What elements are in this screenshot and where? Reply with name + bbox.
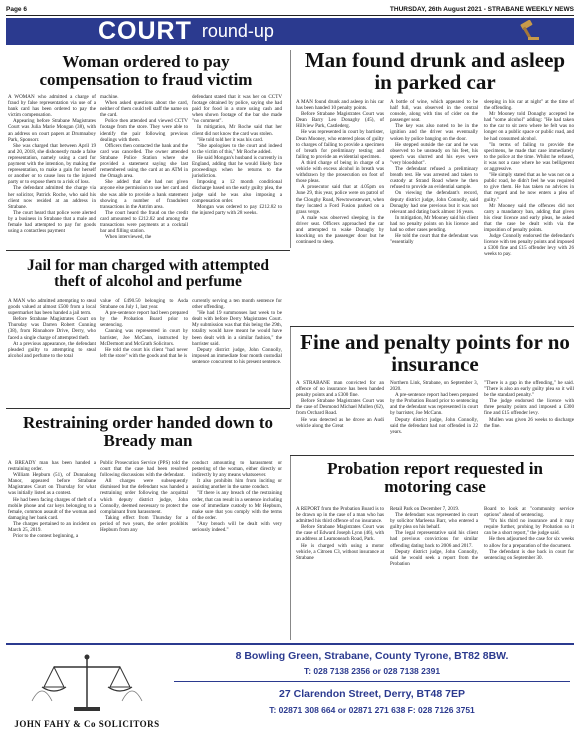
- article-probation-col-2: [390, 506, 478, 567]
- article-paragraph: Mr Mooney told Donaghy accepted he had "some alcohol" adding: "He had taken to the car to sit zero where he felt was no longer on a public space or public road, and he had consumed alcohol.: [484, 111, 574, 142]
- firm-name: JOHN FAHY & Co SOLICITORS: [14, 719, 160, 729]
- article-paragraph: "Any breach will be dealt with very seriously indeed.": [192, 520, 282, 534]
- article-drunk-col-3: [484, 99, 574, 257]
- advert-divider: [174, 681, 570, 682]
- headline-insurance: Fine and penalty points for no insurance: [300, 330, 570, 377]
- article-paragraph: A pre-sentence report had been prepared by the Probation Board prior to sentencing and the defendant was represented in court by barrister, Joe McCann.: [390, 392, 478, 417]
- article-paragraph: It also prohibits him from inciting or assisting another in the same conduct.: [192, 478, 282, 491]
- article-paragraph: Mr Mooney said the offences did not carry a mandatory ban, adding that given his clear licence and early pleas, he asked that the case be dealt with via the imposition of penalty points.: [484, 202, 574, 233]
- article-paragraph: Before Strabane Magistrates Court was the case of Edward Joseph Lynn (46), with an address at Leamoneach Road, Park.: [296, 524, 384, 543]
- article-paragraph: Canning was represented in court by barrister, Joe McCann, instructed by McDermott and McGrath Solicitors.: [100, 328, 188, 347]
- article-paragraph: He had been facing charges of theft of a mobile phone and car keys belonging to a female, common assault of the woman and damaging her bank card.: [8, 496, 96, 521]
- article-restraining-col-2: [100, 460, 188, 533]
- article-paragraph: She was charged that between April 19 and 20, 2018, she dishonestly made a false representation, namely using a card for payment with the intention, by making the representation, to make a gain for herself or another or to cause loss to the injured party or to expose them to a risk of loss.: [8, 142, 96, 186]
- article-jail-col-2: [100, 298, 188, 359]
- article-paragraph: The defendant was represented in court by solicitor Marleena Barr, who entered a guilty plea on his behalf.: [390, 512, 478, 531]
- article-paragraph: sleeping in his car at night" at the time of the offending.: [484, 99, 574, 112]
- headline-probation: Probation report requested in motoring case: [327, 459, 543, 496]
- article-paragraph: Mongan was ordered to pay £212.82 to the injured party with 28 weeks.: [192, 203, 282, 216]
- article-paragraph: "It's his third no insurance and it may require further, probing by Probation so it can be a short report," the judge said.: [484, 518, 574, 537]
- article-paragraph: Before Strabane Magistrates Court was Dean Barry Leo Donaghy (45), of Hillview Park, Castlederg.: [296, 111, 384, 130]
- article-paragraph: A third charge of being in charge of a vehicle with excess alcohol in breath was withdrawn by the prosecution on foot of those pleas.: [296, 159, 384, 185]
- article-paragraph: defendant stated that it was her on CCTV footage obtained by police, saying she had paid for food in a store using cash and when shown footage of the bar she made "no comment".: [192, 94, 282, 125]
- article-fraud-col-1: [8, 94, 96, 234]
- article-paragraph: Deputy district judge, John Connolly, said he would seek a report from the Probation: [390, 548, 478, 567]
- article-paragraph: "There is a gap in the offending," he said. "There is also an early guilty plea so it will be the standard penalty.": [484, 380, 574, 399]
- banner-subtitle: round-up: [201, 21, 274, 41]
- article-paragraph: He told the court his client "had never left the store" with the goods and that he is: [100, 346, 188, 359]
- article-paragraph: "She apologises to the court and indeed to the victim of this," Mr Roche added.: [192, 142, 282, 155]
- article-paragraph: At a previous appearance, the defendant pleaded guilty to attempting to steal alcohol and perfume to the total: [8, 340, 96, 359]
- article-paragraph: The charges pertained to an incident on March 25, 2019.: [8, 520, 96, 534]
- vertical-divider: [290, 326, 291, 408]
- article-drunk-col-2: [390, 99, 478, 245]
- article-paragraph: The defendant admitted the charge via her solicitor, Patrick Roche, who said his client now resided at an address in Strabane.: [8, 185, 96, 210]
- article-paragraph: Before Strabane Magistrates Court was the case of Desmond Michael Mullen (62), from Orchard Road.: [296, 398, 384, 417]
- article-paragraph: "In terms of failing to provide the specimens, he made that case immediately to the police at the time. Whilst he refused, it was not a case where he was belligerent or aggressive.: [484, 141, 574, 173]
- gavel-icon: [516, 20, 540, 42]
- headline-drunk: Man found drunk and asleep in parked car: [304, 48, 566, 95]
- article-paragraph: The court heard that police were alerted by a business in Strabane that a male and female had attempted to pay for goods using a contactless payment: [8, 209, 96, 235]
- article-paragraph: Police then attended and viewed CCTV footage from the store. They were able to identify the pair following previous dealings with them.: [100, 118, 188, 143]
- article-paragraph: Prior to the contest beginning, a: [13, 533, 79, 540]
- article-paragraph: The defendant is due back in court for sentencing on September 30.: [484, 548, 574, 561]
- article-jail-col-3: [192, 298, 282, 365]
- article-paragraph: A MAN found drunk and asleep in his car has been handed 10 penalty points.: [296, 99, 384, 112]
- article-paragraph: She added that she had not given anyone else permission to use her card and she was able to provide a bank statement showing a number of fraudulent transactions in the Antrim area.: [100, 179, 188, 210]
- address-derry: 27 Clarendon Street, Derry, BT48 7EP: [279, 688, 465, 700]
- article-paragraph: machine.: [100, 94, 119, 100]
- article-paragraph: A bottle of wine, which appeared to be half full, was observed in the central console, along with tins of cider on the passenger seat.: [390, 99, 478, 124]
- article-paragraph: A male was observed sleeping in the driver seat. Officers approached the car and attempted to wake Donaghy by knocking on the passenger door but he continued to sleep.: [296, 214, 384, 246]
- article-paragraph: Judge Connolly endorsed the defendant's licence with ten penalty points and imposed a £300 fine and £15 offender levy with 26 weeks to pay.: [484, 233, 574, 258]
- headline-fraud: Woman ordered to pay compensation to fraud victim: [39, 52, 253, 89]
- article-paragraph: A WOMAN who admitted a charge of fraud by false representation via use of a bank card has been ordered to pay the victim compensation.: [8, 94, 96, 119]
- article-paragraph: Mullen was given 26 weeks to discharge the fine.: [484, 416, 574, 429]
- article-insurance-col-3: [484, 380, 574, 429]
- firm-logo: [12, 651, 162, 731]
- headline-jail: Jail for man charged with attempted theft of alcohol and perfume: [26, 257, 270, 291]
- article-paragraph: Appearing before Strabane Magistrates Court was Julia Marie Mongan (38), with an address on court papers at Drumnaboy Park, Sponsorr.: [8, 118, 96, 143]
- article-paragraph: conduct amounting to harassment or pestering of the woman, either directly or indirectly by any means whatsoever.: [192, 460, 282, 479]
- article-paragraph: "He told told her it was his card.: [197, 136, 264, 143]
- article-paragraph: A prosecutor said that at 4.05pm on June 29, this year, police were on patrol of the Cloughy Road, Newtownstewart, when they located a Ford Fusion parked on a grass verge.: [296, 184, 384, 215]
- phone-strabane: T: 028 7138 2356 or 028 7138 2391: [303, 666, 441, 676]
- article-paragraph: The key was also noted to be in the ignition and the driver was eventually woken by police banging on the door.: [390, 123, 478, 142]
- article-paragraph: Public Prosecution Service (PPS) told the court that the case had been resolved following discussions with the defendant.: [100, 460, 188, 479]
- article-paragraph: When asked questions about the card, neither of them could tell staff the name on the card.: [100, 100, 188, 119]
- article-paragraph: The court heard the fraud on the credit card amounted to £212.82 and among the transactions were payments at a cocktail bar and filling station.: [100, 209, 188, 235]
- article-paragraph: The defendant refused a preliminary breath test. He was arrested and taken to custody at Strand Road where he then refused to provide an evidential sample.: [390, 166, 478, 191]
- article-paragraph: Board to look at "community service options" ahead of sentencing.: [484, 506, 574, 519]
- article-paragraph: The legal representative said his client had previous convictions for similar offending dating back to 2006 and 2017.: [390, 530, 478, 549]
- article-paragraph: In mitigation, Mr Mooney said his client had no penalty points on his licence and had no other cases pending.: [390, 214, 478, 233]
- article-paragraph: Officers then contacted the bank and the card was cancelled. The owner attended Strabane Police Station where she provided a statement saying she last remembered using the card at an ATM in the Omagh area.: [100, 142, 188, 180]
- article-paragraph: value of £490.50 belonging to Asda Strabane on July 1, last year.: [100, 298, 188, 311]
- article-paragraph: Deputy district judge, John Connolly, said the defendant had not offended in 22 years.: [390, 416, 478, 435]
- article-paragraph: On viewing the defendant's record, deputy district judge, John Connolly, said Donaghy had one previous but it was not relevant and dating back almost 16 years.: [390, 190, 478, 215]
- article-insurance-col-1: [296, 380, 384, 429]
- article-paragraph: Imposing a 12 month conditional discharge based on the early guilty plea, the judge said he was also imposing a compensation order.: [192, 179, 282, 204]
- article-restraining-col-3: [192, 460, 282, 533]
- article-paragraph: The judge endorsed the licence with three penalty points and imposed a £300 fine and £15 offender levy.: [484, 398, 574, 417]
- article-insurance-col-2: [390, 380, 478, 435]
- solicitors-advert: [6, 643, 574, 733]
- article-paragraph: Before Strabane Magistrates Court on Thursday was Darren Robert Cunning (38), from Rinnahore Drive, Derry, who faced a single charge of attempted theft.: [8, 316, 96, 341]
- vertical-divider: [290, 50, 291, 248]
- date-line: THURSDAY, 26th August 2021 - STRABANE WEEKLY NEWS: [389, 6, 574, 13]
- phone-derry: T: 02871 308 664 or 02871 271 638 F: 028 7126 3751: [269, 705, 475, 715]
- article-paragraph: A MAN who admitted attempting to steal goods valued at almost £500 from a local supermarket has been handed a jail term.: [8, 298, 96, 317]
- article-paragraph: He told the court that the defendant was "essentially: [390, 233, 478, 246]
- divider: [290, 455, 574, 456]
- article-paragraph: He was represented in court by barrister, Dean Mooney, who entered pleas of guilty to charges of failing to provide a specimen of breath for preliminary testing and failing to provide an evidential specimen.: [296, 129, 384, 160]
- article-paragraph: A BREADY man has been handed a restraining order.: [8, 460, 96, 473]
- divider: [290, 326, 574, 327]
- scales-of-justice-icon: [12, 651, 162, 717]
- article-paragraph: Deputy district judge, John Connolly, imposed an immediate four month custodial sentence concurrent to his present sentence.: [192, 346, 282, 365]
- article-fraud-col-3: [192, 94, 282, 216]
- article-paragraph: currently serving a ten month sentence for other offending.: [192, 298, 282, 311]
- article-probation-col-3: [484, 506, 574, 561]
- article-drunk-col-1: [296, 99, 384, 245]
- article-paragraph: Taking effect from Thursday for a period of two years, the order prohibits Hepburn from any: [100, 514, 188, 534]
- article-paragraph: A STRABANE man convicted for an offence of no insurance has been handed penalty points and a £300 fine.: [296, 380, 384, 399]
- article-paragraph: "He simply stated that as he was not on a public road, he didn't feel he was required to give them. He has taken no advices in that regard and he now enters a plea of guilty.": [484, 172, 574, 203]
- article-fraud-col-2: [100, 94, 188, 240]
- article-probation-col-1: [296, 506, 384, 561]
- article-jail-col-1: [8, 298, 96, 359]
- article-paragraph: He said Mongan's husband is currently in England, adding that he would likely face proceedings when he returns to the jurisdiction.: [192, 154, 282, 180]
- address-strabane: 8 Bowling Green, Strabane, County Tyrone, BT82 8BW.: [235, 650, 509, 662]
- article-paragraph: He then adjourned the case for six weeks to allow for a preparation of the document.: [484, 536, 574, 549]
- article-restraining-col-1: [8, 460, 96, 539]
- article-paragraph: When interviewed, the: [105, 234, 152, 241]
- divider: [6, 250, 290, 251]
- article-paragraph: All charges were subsequently dismissed but the defendant was handed a restraining order following the acquittal which deputy district judge, John Connolly, deemed necessary to protect the complainant from harassment.: [100, 478, 188, 515]
- article-paragraph: A REPORT from the Probation Board is to be drawn up in the case of a man who has admitted his third offence of no insurance.: [296, 506, 384, 525]
- article-paragraph: A pre-sentence report had been prepared by the Probation Board prior to sentencing.: [100, 310, 188, 329]
- page-number: Page 6: [6, 6, 27, 13]
- article-paragraph: He was detected as he drove an Audi vehicle along the Great: [296, 416, 384, 429]
- article-paragraph: He stepped outside the car and he was observed to be unsteady on his feet, his speech was slurred and his eyes were "very bloodshot".: [390, 141, 478, 166]
- article-paragraph: Retail Park on December 7, 2019.: [390, 506, 460, 512]
- article-paragraph: William Hepburn (51), of Dunnalong Manor, appeared before Strabane Magistrates Court on Thursday for what was initially listed as a contest.: [8, 472, 96, 497]
- divider: [6, 408, 290, 409]
- article-paragraph: In mitigation, Mr Roche said that her client did not know the card was stolen.: [192, 124, 282, 137]
- article-paragraph: "He had 19 summonses last week to be dealt with before Derry Magistrates Court. My submission was that this being the 29th, totality would have meant he would have been dealt with in a similar fashion," the barrister said.: [192, 310, 282, 347]
- vertical-divider: [290, 455, 291, 640]
- headline-restraining: Restraining order handed down to Bready man: [23, 413, 273, 450]
- section-banner: [6, 18, 574, 45]
- article-paragraph: Northern Link, Strabane, on September 3, 2020.: [390, 380, 478, 393]
- banner-title: COURT: [98, 17, 192, 45]
- page-header: [6, 4, 574, 16]
- article-paragraph: He is charged with using a motor vehicle, a Citroen C3, without insurance at Strabane: [296, 542, 384, 561]
- article-paragraph: "If there is any breach of the restraining order, that can result in a sentence including one of immediate custody to Mr Hepburn, make sure that you comply with the terms of the order.: [192, 490, 282, 521]
